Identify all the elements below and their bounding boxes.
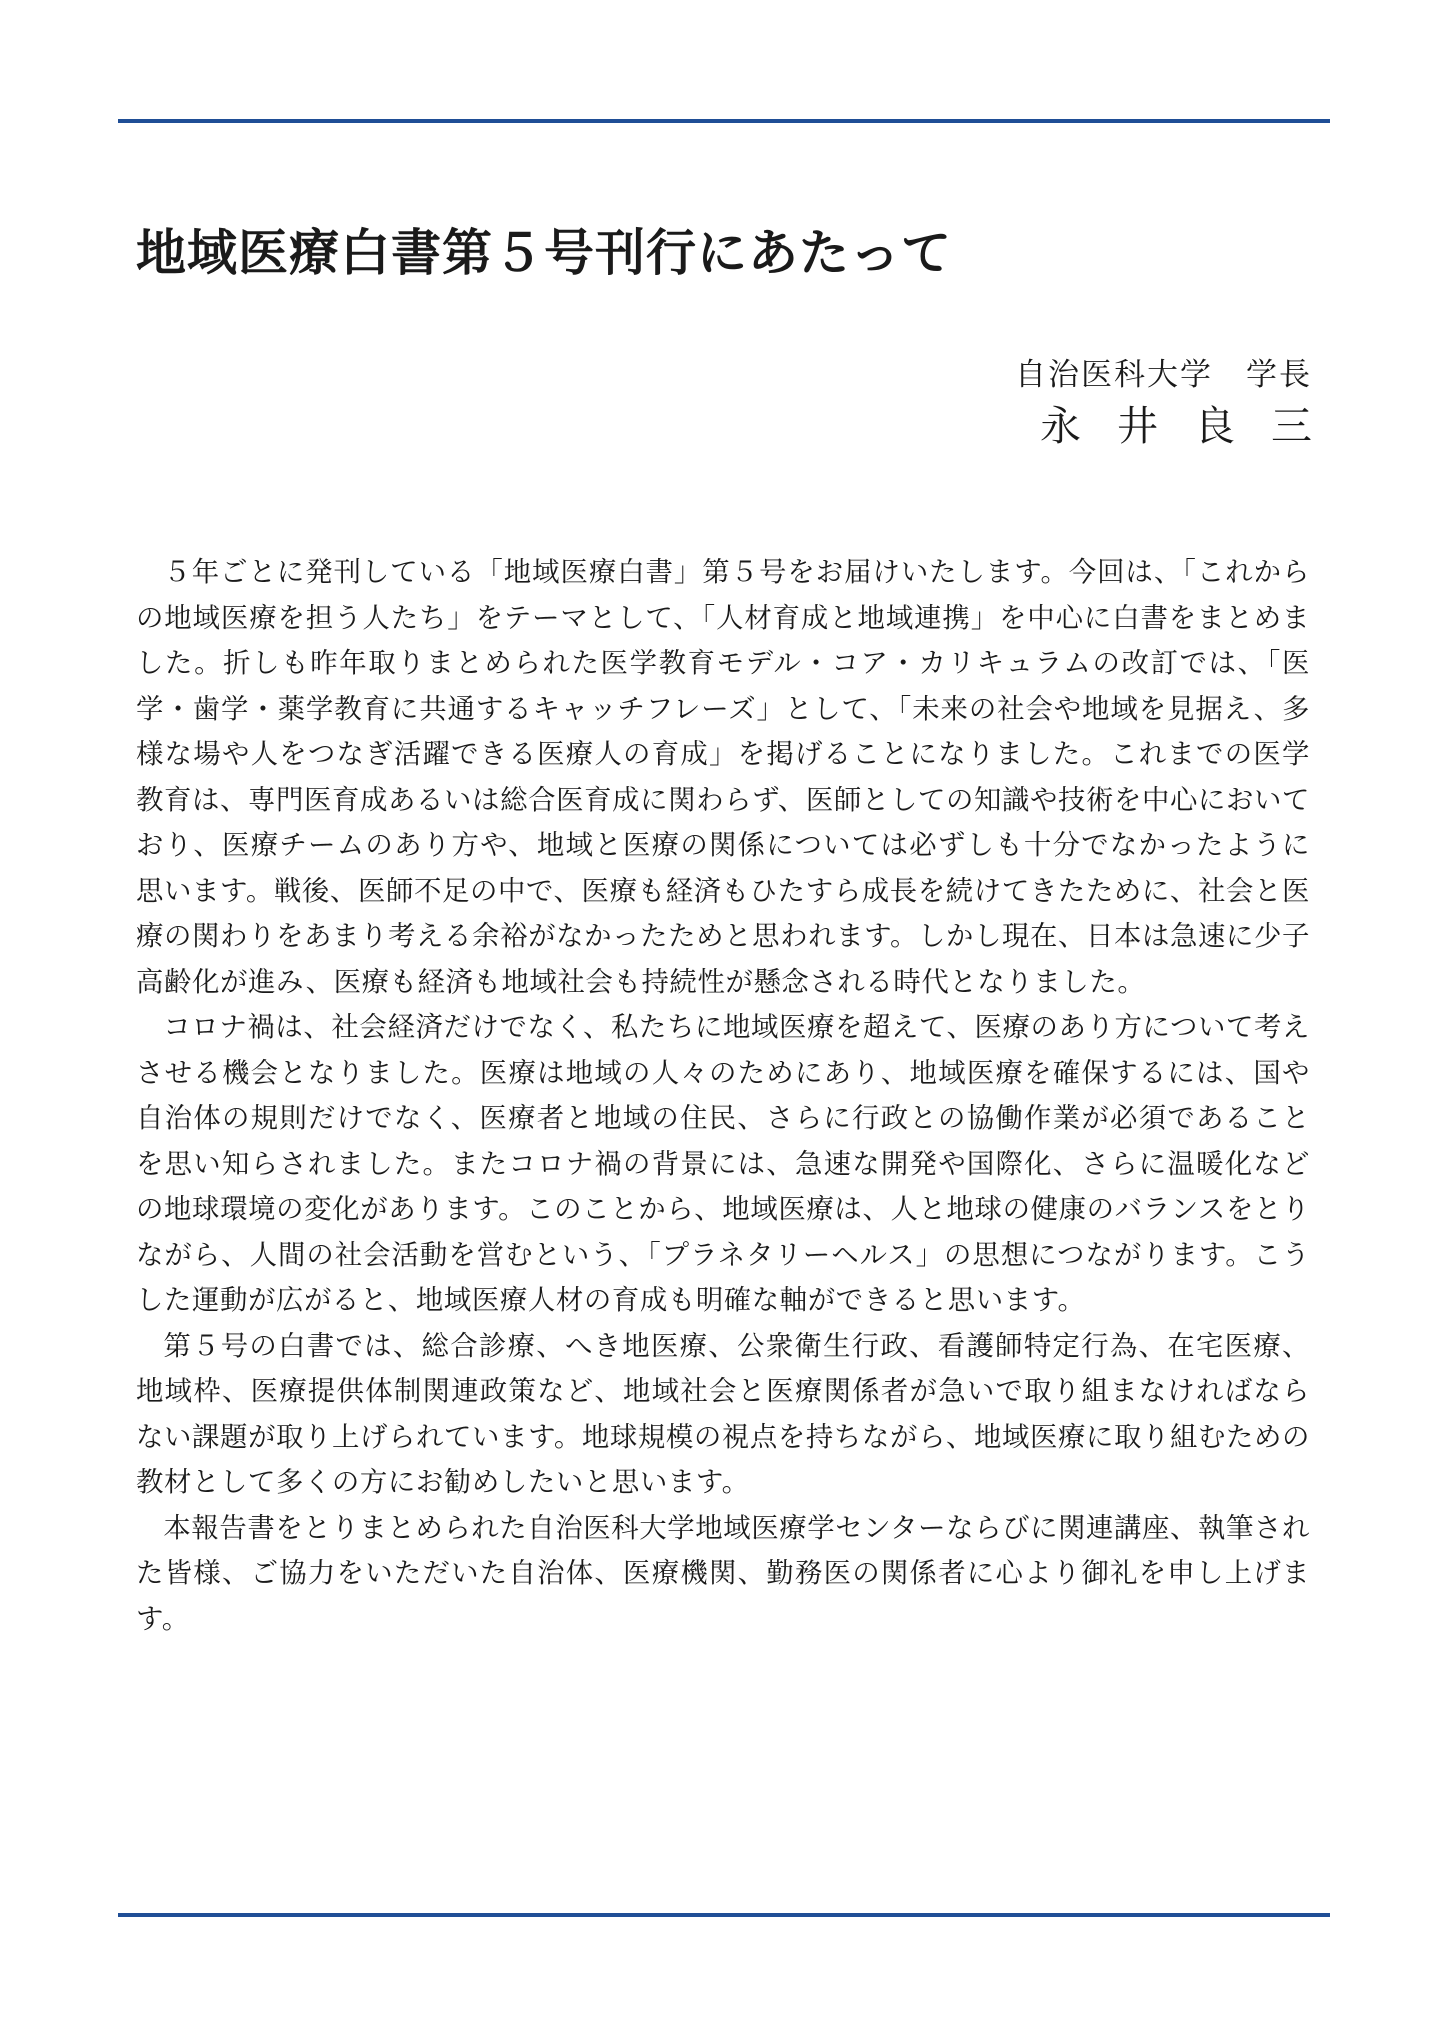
paragraph-3: 第５号の白書では、総合診療、へき地医療、公衆衛生行政、看護師特定行為、在宅医療、地域枠、医療提供体制関連政策など、地域社会と医療関係者が急いで取り組まなければならない課題が取り上げられています。地球規模の視点を持ちながら、地域医療に取り組むための教材として多くの方にお勧めしたいと思います。 [136, 1330, 1310, 1498]
page-title: 地域医療白書第５号刊行にあたって [136, 223, 952, 282]
paragraph-2: コロナ禍は、社会経済だけでなく、私たちに地域医療を超えて、医療のあり方について考えさせる機会となりました。医療は地域の人々のためにあり、地域医療を確保するには、国や自治体の規則だけでなく、医療者と地域の住民、さらに行政との協働作業が必須であることを思い知らされました。またコロナ禍の背景には、急速な開発や国際化、さらに温暖化などの地球環境の変化があります。このことから、地域医療は、人と地球の健康のバランスをとりながら、人間の社会活動を営むという、「プラネタリーヘルス」の思想につながります。こうした運動が広がると、地域医療人材の育成も明確な軸ができると思います。 [136, 1012, 1310, 1316]
bottom-rule [118, 1913, 1330, 1917]
paragraph-1: ５年ごとに発刊している「地域医療白書」第５号をお届けいたします。今回は、「これからの地域医療を担う人たち」をテーマとして、「人材育成と地域連携」を中心に白書をまとめました。折しも昨年取りまとめられた医学教育モデル・コア・カリキュラムの改訂では、「医学・歯学・薬学教育に共通するキャッチフレーズ」として、「未来の社会や地域を見据え、多様な場や人をつなぎ活躍できる医療人の育成」を掲げることになりました。これまでの医学教育は、専門医育成あるいは総合医育成に関わらず、医師としての知識や技術を中心においており、医療チームのあり方や、地域と医療の関係については必ずしも十分でなかったように思います。戦後、医師不足の中で、医療も経済もひたすら成長を続けてきたために、社会と医療の関わりをあまり考える余裕がなかったためと思われます。しかし現在、日本は急速に少子高齢化が進み、医療も経済も地域社会も持続性が懸念される時代となりました。 [136, 557, 1310, 998]
top-rule [118, 119, 1330, 123]
author-name: 永井良三 [1040, 402, 1348, 450]
author-affiliation: 自治医科大学 学長 [1015, 357, 1312, 393]
paragraph-4: 本報告書をとりまとめられた自治医科大学地域医療学センターならびに関連講座、執筆された皆様、ご協力をいただいた自治体、医療機関、勤務医の関係者に心より御礼を申し上げます。 [136, 1512, 1310, 1635]
author-block [1015, 352, 1348, 454]
body-text [136, 550, 1310, 1642]
